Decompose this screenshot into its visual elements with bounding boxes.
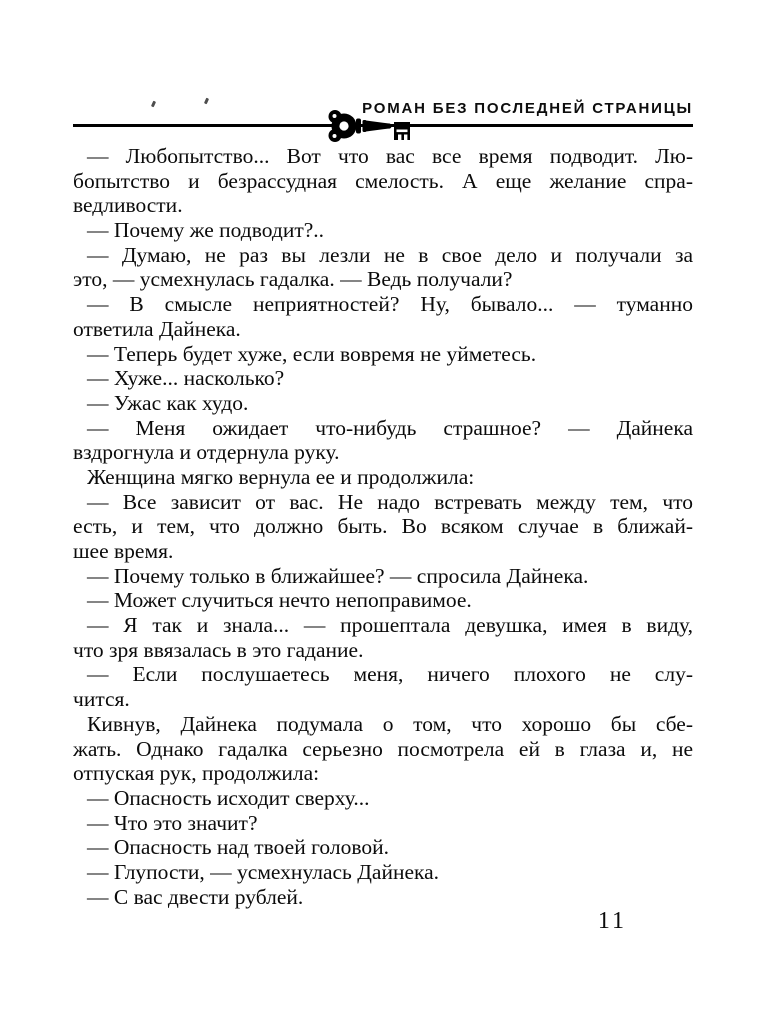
scan-speck <box>204 98 209 105</box>
running-title: РОМАН БЕЗ ПОСЛЕДНЕЙ СТРАНИЦЫ <box>362 100 693 117</box>
text-line: — Все зависит от вас. Не надо встревать между тем, что <box>87 489 693 514</box>
text-line: — Почему только в ближайшее? — спросила Дайнека. <box>87 563 589 588</box>
text-line: — Если послушаетесь меня, ничего плохого не слу- <box>87 662 693 687</box>
text-line: — Опасность над твоей головой. <box>87 835 389 860</box>
text-line: бопытство и безрассудная смелость. А еще желание спра- <box>73 168 693 193</box>
text-line: что зря ввязалась в это гадание. <box>73 637 364 662</box>
text-line: вздрогнула и отдернула руку. <box>73 440 340 465</box>
text-line: — Опасность исходит сверху... <box>87 785 370 810</box>
text-line: ответила Дайнека. <box>73 316 241 341</box>
text-line: — Я так и знала... — прошептала девушка, имея в виду, <box>87 613 693 638</box>
text-line: Женщина мягко вернула ее и продолжила: <box>87 464 475 489</box>
text-line: есть, и тем, что должно быть. Во всяком случае в ближай- <box>73 514 693 539</box>
text-line: — Думаю, не раз вы лезли не в свое дело и получали за <box>87 242 693 267</box>
text-line: чится. <box>73 687 130 712</box>
text-line: — Ужас как худо. <box>87 390 249 415</box>
key-ornament-icon <box>320 103 415 149</box>
text-line: — Меня ожидает что-нибудь страшное? — Дайнека <box>87 415 693 440</box>
text-line: жать. Однако гадалка серьезно посмотрела ей в глаза и, не <box>73 736 693 761</box>
page-number: 11 <box>597 908 627 934</box>
text-line: — Может случиться нечто непоправимое. <box>87 588 472 613</box>
text-line: — Почему же подводит?.. <box>87 218 325 243</box>
text-line: — Что это значит? <box>87 810 258 835</box>
scan-speck <box>151 101 156 108</box>
body-text <box>73 144 693 909</box>
text-line: шее время. <box>73 539 174 563</box>
text-line: ведливости. <box>73 193 183 218</box>
text-line: это, — усмехнулась гадалка. — Ведь получали? <box>73 267 513 292</box>
text-line: — Хуже... насколько? <box>87 366 285 391</box>
text-line: отпуская рук, продолжила: <box>73 761 320 786</box>
text-line: — Любопытство... Вот что вас все время подводит. Лю- <box>87 144 693 168</box>
text-line: Кивнув, Дайнека подумала о том, что хорошо бы сбе- <box>87 711 693 736</box>
text-line: — В смысле неприятностей? Ну, бывало... — туманно <box>87 292 693 317</box>
text-line: — С вас двести рублей. <box>87 884 304 909</box>
text-line: — Теперь будет хуже, если вовремя не уйметесь. <box>87 341 537 366</box>
text-line: — Глупости, — усмехнулась Дайнека. <box>87 859 440 884</box>
